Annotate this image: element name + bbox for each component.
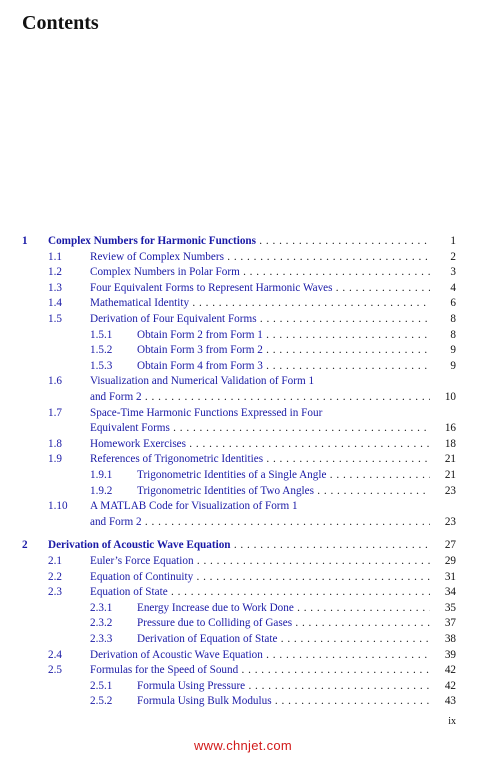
toc-entry-number: 2.3 (48, 586, 62, 599)
page-number: ix (448, 716, 456, 727)
toc-entry-title: Trigonometric Identities of Two Angles . . . (137, 484, 430, 498)
toc-entry-page: 42 (444, 664, 456, 677)
toc-entry-page: 23 (444, 484, 456, 497)
toc-section-entry[interactable] (0, 570, 486, 586)
toc-entry-title-continued: and Form 2 . . . (90, 515, 430, 529)
toc-section-entry[interactable] (0, 648, 486, 664)
toc-entry-title: Equation of State . . . (90, 585, 430, 599)
toc-entry-number: 2 (22, 539, 28, 552)
toc-entry-number: 1.10 (48, 500, 68, 513)
toc-entry-page: 21 (444, 469, 456, 481)
toc-subsection-entry[interactable] (0, 328, 486, 344)
toc-subsection-entry[interactable] (0, 343, 486, 359)
toc-entry-title: Complex Numbers in Polar Form . . . (90, 265, 430, 279)
toc-entry-number: 1.5.3 (90, 359, 113, 372)
toc-section-entry[interactable] (0, 499, 486, 530)
toc-entry-number: 1 (22, 235, 28, 247)
toc-subsection-entry[interactable] (0, 484, 486, 500)
toc-entry-number: 1.9 (48, 453, 62, 466)
toc-entry-page: 6 (450, 297, 456, 310)
toc-entry-number: 1.1 (48, 250, 62, 263)
toc-entry-title: References of Trigonometric Identities . . . (90, 452, 430, 466)
toc-section-entry[interactable] (0, 554, 486, 570)
toc-entry-page: 27 (444, 539, 456, 552)
toc-entry-page: 21 (444, 453, 456, 466)
toc-subsection-entry[interactable] (0, 468, 486, 484)
toc-entry-title: Obtain Form 4 from Form 3 . . . (137, 359, 430, 373)
toc-entry-number: 1.7 (48, 406, 62, 419)
toc-entry-page: 35 (444, 601, 456, 614)
toc-entry-page: 8 (450, 328, 456, 341)
toc-entry-number: 1.5.2 (90, 344, 113, 357)
toc-section-entry[interactable] (0, 296, 486, 312)
toc-entry-number: 2.1 (48, 555, 62, 567)
toc-entry-title: Visualization and Numerical Validation of Form 1 (90, 375, 315, 388)
toc-section-entry[interactable] (0, 374, 486, 405)
toc-entry-title: Space-Time Harmonic Functions Expressed in Four (90, 406, 323, 419)
toc-subsection-entry[interactable] (0, 632, 486, 648)
toc-entry-number: 2.5.2 (90, 695, 113, 708)
toc-entry-number: 2.5.1 (90, 679, 113, 692)
toc-entry-title-continued: Equivalent Forms . . . (90, 421, 430, 435)
toc-entry-number: 1.5 (48, 313, 62, 325)
toc-entry-number: 1.5.1 (90, 328, 113, 341)
toc-subsection-entry[interactable] (0, 616, 486, 632)
toc-entry-title: Energy Increase due to Work Done . . . (137, 601, 430, 615)
toc-entry-page: 4 (450, 281, 456, 294)
toc-entry-number: 2.2 (48, 570, 62, 583)
toc-entry-page: 43 (444, 695, 456, 708)
toc-entry-page: 16 (444, 422, 456, 435)
toc-entry-number: 1.9.1 (90, 469, 113, 481)
toc-entry-title: Pressure due to Colliding of Gases . . . (137, 616, 430, 630)
toc-section-entry[interactable] (0, 585, 486, 601)
toc-entry-page: 10 (444, 390, 456, 403)
toc-chapter-entry[interactable] (0, 538, 486, 554)
toc-entry-title: Euler’s Force Equation . . . (90, 554, 430, 568)
toc-entry-page: 8 (450, 313, 456, 325)
toc-section-entry[interactable] (0, 437, 486, 453)
toc-entry-page: 9 (450, 344, 456, 357)
toc-section-entry[interactable] (0, 281, 486, 297)
toc-entry-page: 29 (444, 555, 456, 567)
toc-entry-number: 1.9.2 (90, 484, 113, 497)
toc-subsection-entry[interactable] (0, 359, 486, 375)
toc-entry-number: 2.3.3 (90, 633, 113, 645)
toc-entry-title: Formula Using Bulk Modulus . . . (137, 694, 430, 708)
toc-entry-number: 2.3.1 (90, 601, 113, 614)
toc-entry-title: Equation of Continuity . . . (90, 570, 430, 584)
toc-section-entry[interactable] (0, 265, 486, 281)
toc-entry-title: Four Equivalent Forms to Represent Harmonic Waves . . . (90, 281, 430, 295)
toc-section-entry[interactable] (0, 312, 486, 328)
toc-entry-title: Formula Using Pressure . . . (137, 679, 430, 693)
toc-entry-title: Derivation of Acoustic Wave Equation . . . (48, 538, 430, 552)
toc-entry-title: Homework Exercises . . . (90, 437, 430, 451)
toc-entry-number: 1.6 (48, 375, 62, 388)
toc-entry-number: 1.3 (48, 281, 62, 294)
toc-entry-page: 31 (444, 570, 456, 583)
toc-section-entry[interactable] (0, 250, 486, 266)
toc-entry-page: 38 (444, 633, 456, 645)
toc-entry-title: Derivation of Equation of State . . . (137, 632, 430, 646)
toc-entry-page: 2 (450, 250, 456, 263)
toc-subsection-entry[interactable] (0, 694, 486, 710)
toc-entry-page: 18 (444, 437, 456, 450)
toc-entry-page: 37 (444, 617, 456, 630)
toc-entry-number: 2.3.2 (90, 617, 113, 630)
toc-entry-page: 39 (444, 648, 456, 661)
toc-entry-page: 9 (450, 359, 456, 372)
toc-entry-number: 2.5 (48, 664, 62, 677)
toc-entry-number: 2.4 (48, 648, 62, 661)
page-title: Contents (22, 12, 99, 34)
toc-subsection-entry[interactable] (0, 679, 486, 695)
toc-entry-title: Complex Numbers for Harmonic Functions . . . (48, 234, 430, 248)
toc-entry-title: Derivation of Acoustic Wave Equation . . . (90, 648, 430, 662)
toc-entry-title: Formulas for the Speed of Sound . . . (90, 663, 430, 677)
toc-entry-title-continued: and Form 2 . . . (90, 390, 430, 404)
toc-entry-number: 1.4 (48, 297, 62, 310)
toc-subsection-entry[interactable] (0, 601, 486, 617)
toc-entry-page: 34 (444, 586, 456, 599)
toc-entry-number: 1.8 (48, 437, 62, 450)
toc-entry-page: 23 (444, 515, 456, 528)
toc-entry-title: Derivation of Four Equivalent Forms . . . (90, 312, 430, 326)
toc-entry-title: Trigonometric Identities of a Single Angle . . . (137, 468, 430, 482)
toc-entry-title: Obtain Form 3 from Form 2 . . . (137, 343, 430, 357)
toc-entry-title: Obtain Form 2 from Form 1 . . . (137, 328, 430, 342)
toc-entry-title: Review of Complex Numbers . . . (90, 250, 430, 264)
toc-section-entry[interactable] (0, 452, 486, 468)
toc-entry-page: 42 (444, 679, 456, 692)
toc-chapter-entry[interactable] (0, 234, 486, 250)
toc-entry-title: Mathematical Identity . . . (90, 296, 430, 310)
watermark: www.chnjet.com (193, 738, 293, 753)
toc-section-entry[interactable] (0, 406, 486, 437)
toc-entry-page: 3 (450, 266, 456, 279)
toc-entry-title: A MATLAB Code for Visualization of Form 1 (90, 500, 298, 513)
toc-section-entry[interactable] (0, 663, 486, 679)
toc-entry-number: 1.2 (48, 266, 62, 279)
toc-entry-page: 1 (450, 235, 456, 247)
